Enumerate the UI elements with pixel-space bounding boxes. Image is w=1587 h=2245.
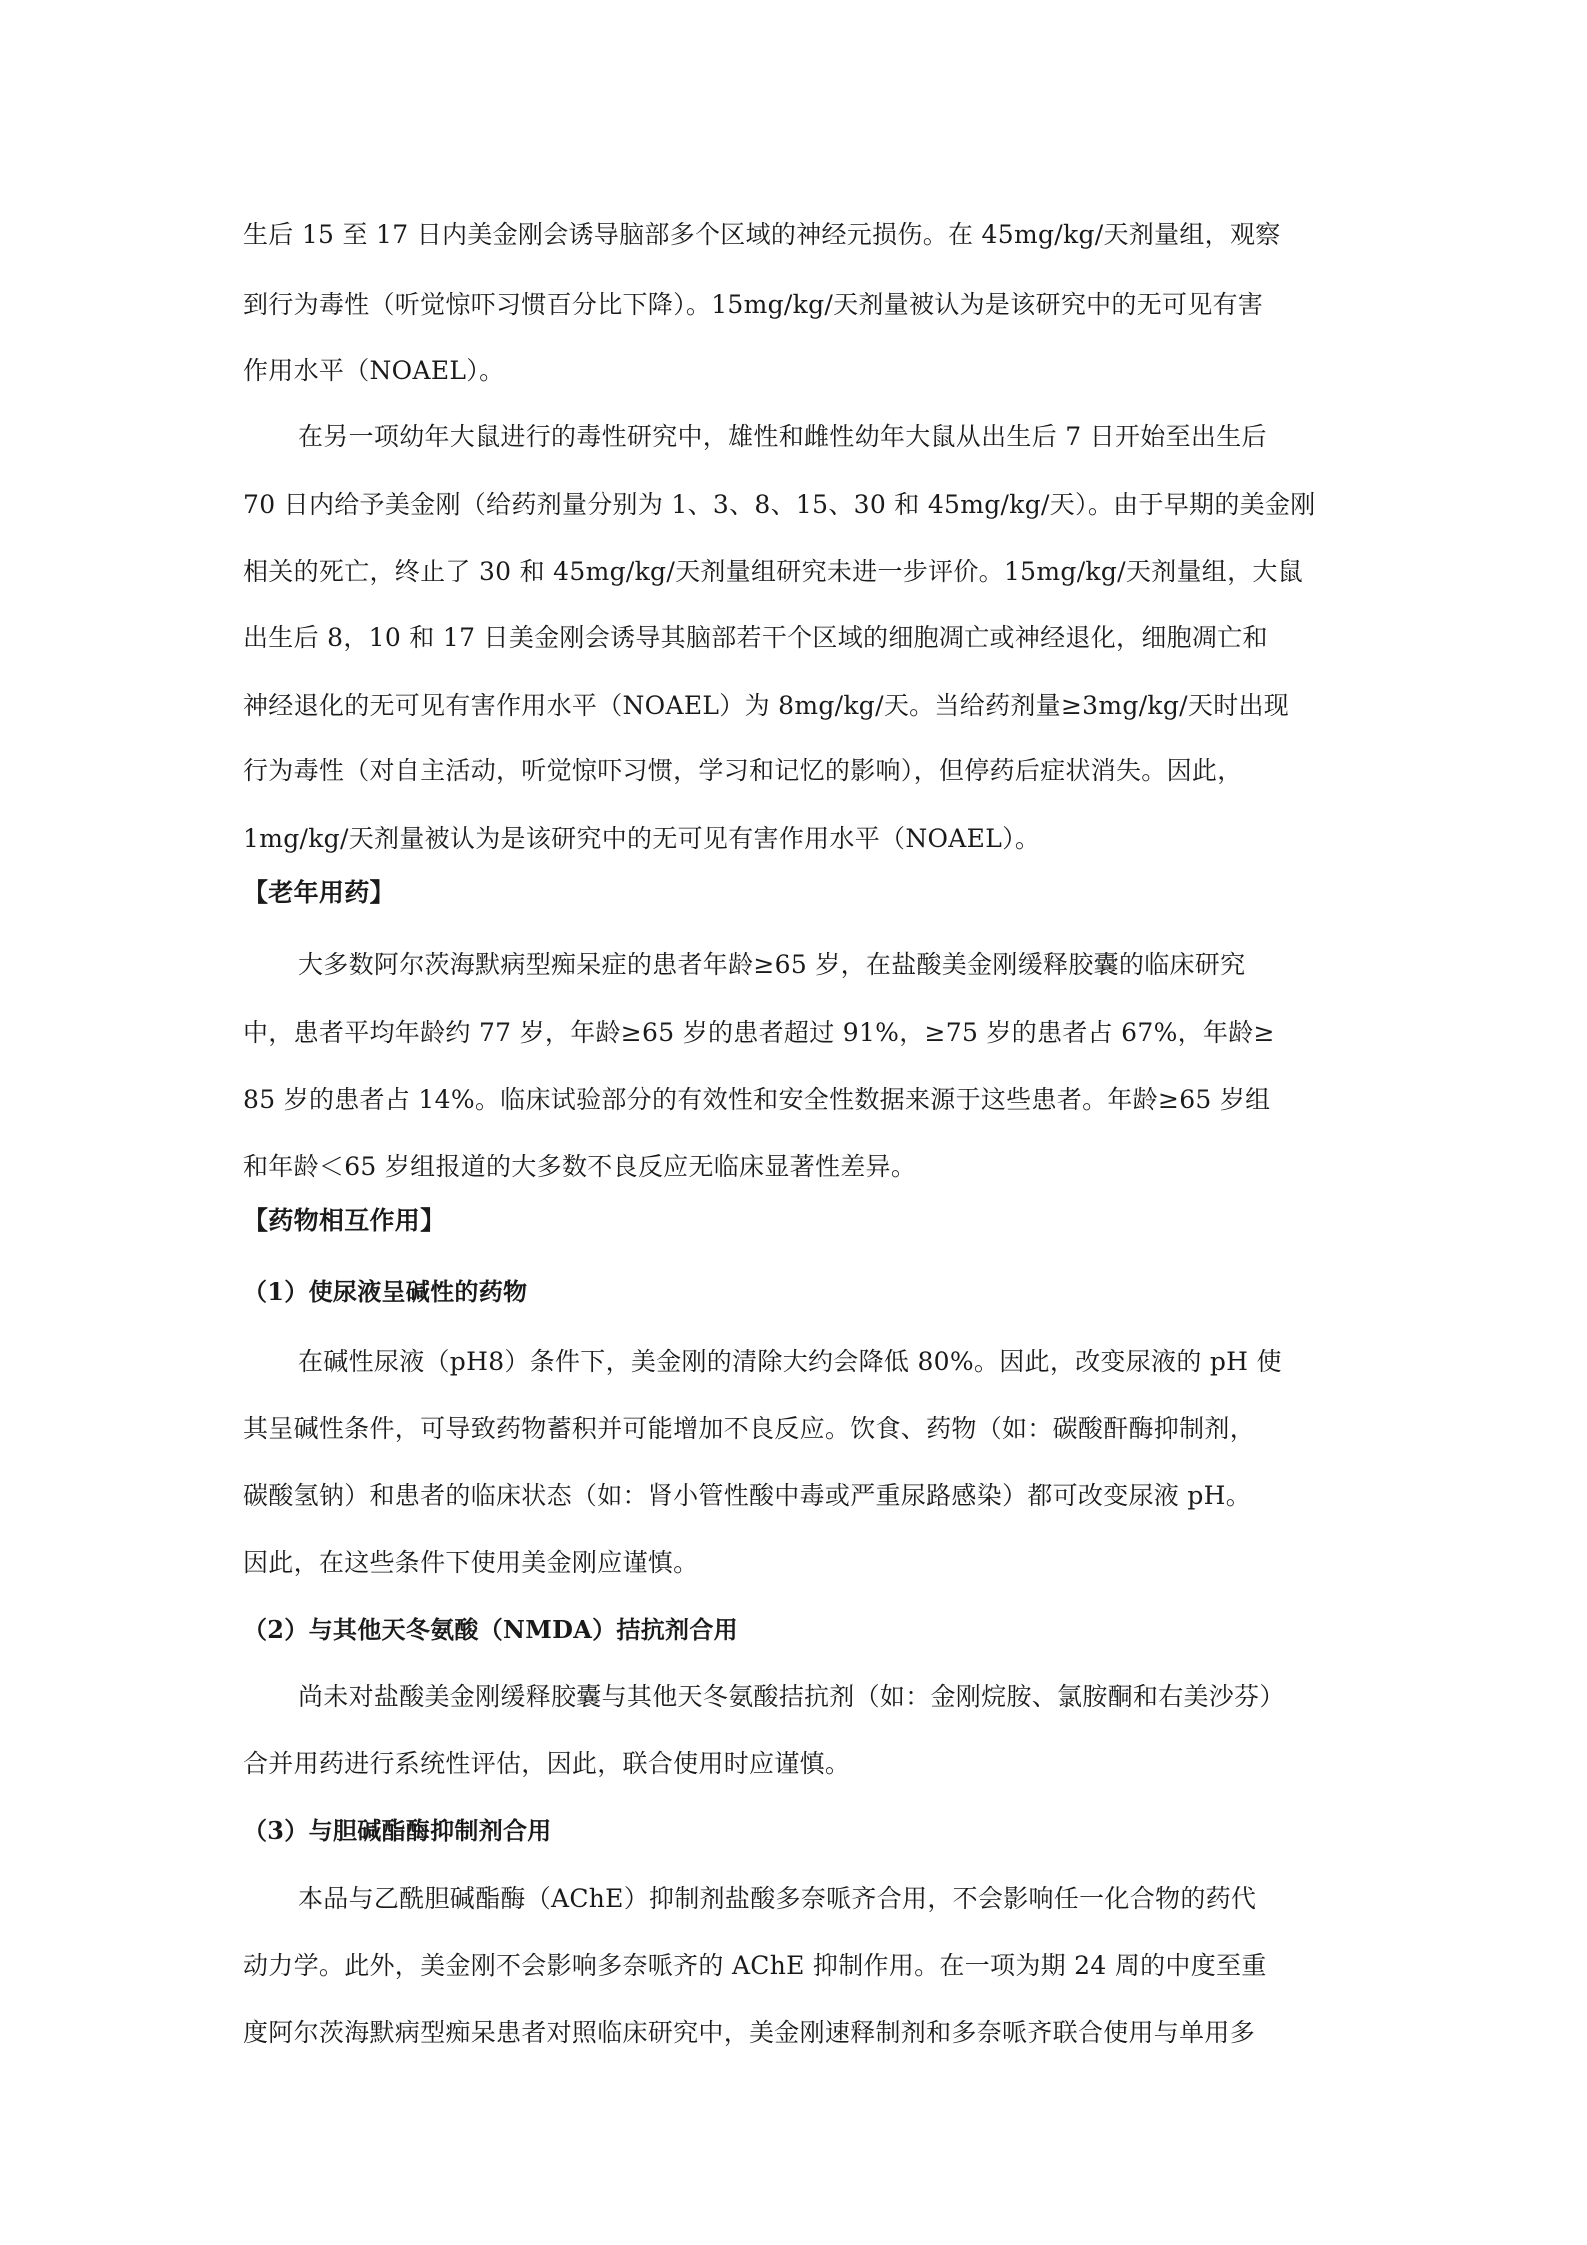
text-line: 因此，在这些条件下使用美金刚应谨慎。 — [243, 1548, 699, 1577]
text-line: 合并用药进行系统性评估，因此，联合使用时应谨慎。 — [243, 1749, 851, 1778]
text-line: 到行为毒性（听觉惊吓习惯百分比下降）。15mg/kg/天剂量被认为是该研究中的无可见有害 — [243, 290, 1264, 319]
subsection-heading: （1）使尿液呈碱性的药物 — [243, 1277, 528, 1306]
text-line: 动力学。此外，美金刚不会影响多奈哌齐的 AChE 抑制作用。在一项为期 24 周的中度至重 — [243, 1951, 1267, 1980]
text-line: 神经退化的无可见有害作用水平（NOAEL）为 8mg/kg/天。当给药剂量≥3mg/kg/天时出现 — [243, 691, 1290, 720]
text-line: 中，患者平均年龄约 77 岁，年龄≥65 岁的患者超过 91%，≥75 岁的患者占 67%，年龄≥ — [243, 1018, 1275, 1047]
text-line: 1mg/kg/天剂量被认为是该研究中的无可见有害作用水平（NOAEL）。 — [243, 824, 1041, 853]
text-line: 本品与乙酰胆碱酯酶（AChE）抑制剂盐酸多奈哌齐合用，不会影响任一化合物的药代 — [298, 1884, 1257, 1913]
text-line: 作用水平（NOAEL）。 — [243, 356, 505, 385]
section-heading: 【药物相互作用】 — [243, 1206, 446, 1235]
text-line: 相关的死亡，终止了 30 和 45mg/kg/天剂量组研究未进一步评价。15mg/kg/天剂量组，大鼠 — [243, 557, 1303, 586]
text-line: 70 日内给予美金刚（给药剂量分别为 1、3、8、15、30 和 45mg/kg/天）。由于早期的美金刚 — [243, 490, 1316, 519]
text-line: 其呈碱性条件，可导致药物蓄积并可能增加不良反应。饮食、药物（如：碳酸酐酶抑制剂， — [243, 1414, 1256, 1443]
text-line: 大多数阿尔茨海默病型痴呆症的患者年龄≥65 岁，在盐酸美金刚缓释胶囊的临床研究 — [298, 950, 1246, 979]
subsection-heading: （2）与其他天冬氨酸（NMDA）拮抗剂合用 — [243, 1615, 738, 1644]
text-line: 85 岁的患者占 14%。临床试验部分的有效性和安全性数据来源于这些患者。年龄≥65 岁组 — [243, 1085, 1271, 1114]
text-line: 和年龄＜65 岁组报道的大多数不良反应无临床显著性差异。 — [243, 1152, 917, 1181]
text-line: 碳酸氢钠）和患者的临床状态（如：肾小管性酸中毒或严重尿路感染）都可改变尿液 pH。 — [243, 1481, 1252, 1510]
text-line: 在碱性尿液（pH8）条件下，美金刚的清除大约会降低 80%。因此，改变尿液的 pH 使 — [298, 1347, 1282, 1376]
text-line: 尚未对盐酸美金刚缓释胶囊与其他天冬氨酸拮抗剂（如：金刚烷胺、氯胺酮和右美沙芬） — [298, 1682, 1285, 1711]
text-line: 在另一项幼年大鼠进行的毒性研究中，雄性和雌性幼年大鼠从出生后 7 日开始至出生后 — [298, 422, 1267, 451]
text-line: 度阿尔茨海默病型痴呆患者对照临床研究中，美金刚速释制剂和多奈哌齐联合使用与单用多 — [243, 2018, 1256, 2047]
text-line: 生后 15 至 17 日内美金刚会诱导脑部多个区域的神经元损伤。在 45mg/kg/天剂量组，观察 — [243, 220, 1281, 249]
text-line: 行为毒性（对自主活动，听觉惊吓习惯，学习和记忆的影响），但停药后症状消失。因此， — [243, 756, 1243, 785]
section-heading: 【老年用药】 — [243, 878, 395, 907]
text-line: 出生后 8，10 和 17 日美金刚会诱导其脑部若干个区域的细胞凋亡或神经退化，细胞凋亡和 — [243, 623, 1268, 652]
subsection-heading: （3）与胆碱酯酶抑制剂合用 — [243, 1816, 552, 1845]
